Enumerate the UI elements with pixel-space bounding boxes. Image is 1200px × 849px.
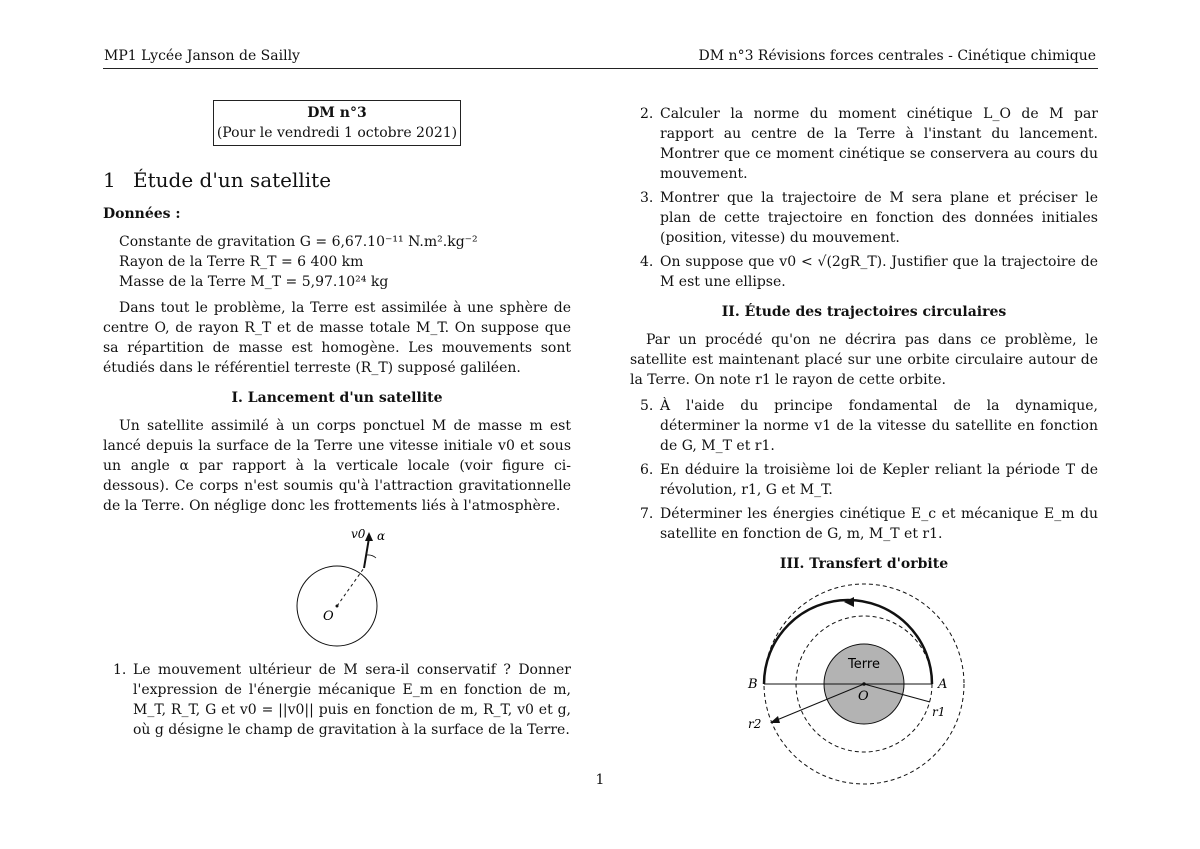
o-label: O: [323, 609, 334, 624]
box-title: DM n°3: [307, 105, 367, 121]
question-2: [630, 104, 1098, 184]
part-i-text: Un satellite assimilé à un corps ponctuel M de masse m est lancé depuis la surface de la Terre une vitesse initiale v0 et sous un angle α par rapport à la verticale locale (voir figure ci-dessous). Ce corps n'est soumis qu'à l'attraction gravitationnelle de la Terre. On néglige donc les frottements liés à l'atmosphère.: [103, 418, 571, 514]
question-6: [630, 460, 1098, 500]
part-ii-title: II. Étude des trajectoires circulaires: [721, 304, 1007, 320]
b-label: B: [748, 677, 758, 692]
header-left: MP1 Lycée Janson de Sailly: [104, 48, 300, 64]
section-number: 1: [103, 168, 116, 192]
question-number: 3.: [640, 190, 654, 206]
question-1: [103, 660, 571, 740]
alpha-label: α: [377, 529, 386, 543]
donnee-masse: Masse de la Terre M_T = 5,97.10²⁴ kg: [119, 274, 389, 290]
question-number: 6.: [640, 462, 654, 478]
v0-label: v0: [351, 527, 366, 541]
donnees-label: Données :: [103, 206, 181, 222]
part-i-title: I. Lancement d'un satellite: [231, 390, 443, 406]
header-rule: [103, 68, 1098, 69]
velocity-arrowhead: [365, 532, 373, 541]
questions-left: [103, 660, 571, 740]
question-number: 4.: [640, 254, 654, 270]
question-5: [630, 396, 1098, 456]
earth-label: Terre: [848, 657, 880, 672]
question-number: 1.: [113, 662, 127, 678]
r2-arrowhead: [770, 716, 780, 723]
donnee-gravitation: Constante de gravitation G = 6,67.10⁻¹¹ N.m².kg⁻²: [119, 234, 478, 250]
r1-label: r1: [932, 705, 946, 719]
page-number: 1: [595, 772, 605, 788]
question-text: Calculer la norme du moment cinétique L_O de M par rapport au centre de la Terre à l'instant du lancement. Montrer que ce moment cinétique se conservera au cours du mouvement.: [660, 106, 1098, 182]
velocity-vector: [364, 538, 369, 568]
launch-figure: [267, 524, 407, 652]
part-iii-title: III. Transfert d'orbite: [779, 556, 949, 572]
left-column: [103, 100, 571, 744]
center-dot: [336, 605, 339, 608]
transfer-arrowhead: [844, 597, 854, 607]
question-3: [630, 188, 1098, 248]
right-column: [630, 100, 1098, 800]
title-box: [213, 100, 461, 146]
question-text: On suppose que v0 < √(2gR_T). Justifier que la trajectoire de M est une ellipse.: [660, 254, 1098, 290]
question-4: [630, 252, 1098, 292]
orbit-transfer-figure: [744, 582, 984, 792]
question-text: Déterminer les énergies cinétique E_c et mécanique E_m du satellite en fonction de G, m, M_T et r1.: [660, 506, 1098, 542]
donnees-list: [119, 232, 571, 292]
intro-paragraph: Dans tout le problème, la Terre est assimilée à une sphère de centre O, de rayon R_T et de masse totale M_T. On suppose que sa répartition de masse est homogène. Les mouvements sont étudiés dans le référentiel terreste (R_T) supposé galiléen.: [103, 300, 571, 376]
question-7: [630, 504, 1098, 544]
header-right: DM n°3 Révisions forces centrales - Cinétique chimique: [698, 48, 1096, 64]
question-text: À l'aide du principe fondamental de la dynamique, déterminer la norme v1 de la vitesse du satellite en fonction de G, M_T et r1.: [660, 398, 1098, 454]
section-heading: [103, 170, 571, 190]
question-number: 5.: [640, 398, 654, 414]
question-text: En déduire la troisième loi de Kepler reliant la période T de révolution, r1, G et M_T.: [660, 462, 1098, 498]
part-ii-text: Par un procédé qu'on ne décrira pas dans ce problème, le satellite est maintenant placé sur une orbite circulaire autour de la Terre. On note r1 le rayon de cette orbite.: [630, 332, 1098, 388]
question-number: 2.: [640, 106, 654, 122]
question-number: 7.: [640, 506, 654, 522]
questions-part-ii: [630, 396, 1098, 544]
r2-label: r2: [748, 717, 762, 731]
question-text: Montrer que la trajectoire de M sera plane et préciser le plan de cette trajectoire en fonction des données initiales (position, vitesse) du mouvement.: [660, 190, 1098, 246]
orbit-o-label: O: [858, 689, 869, 704]
questions-right: [630, 104, 1098, 292]
section-title: Étude d'un satellite: [133, 168, 332, 192]
donnee-rayon: Rayon de la Terre R_T = 6 400 km: [119, 254, 364, 270]
question-text: Le mouvement ultérieur de M sera-il conservatif ? Donner l'expression de l'énergie mécanique E_m en fonction de m, M_T, R_T, G et v0 = ||v0|| puis en fonction de m, R_T, v0 et g, où g désigne le champ de gravitation à la surface de la Terre.: [133, 662, 571, 738]
a-label: A: [938, 677, 948, 692]
box-subtitle: (Pour le vendredi 1 octobre 2021): [216, 125, 458, 141]
angle-arc: [367, 555, 376, 558]
